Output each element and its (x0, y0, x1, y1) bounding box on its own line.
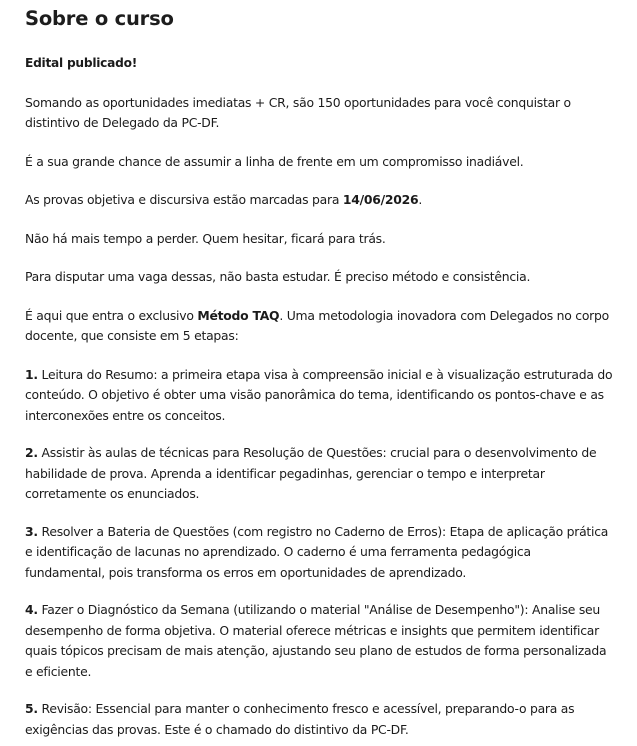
step-number: 5. (25, 701, 38, 716)
step-number: 3. (25, 523, 38, 539)
step-item (25, 600, 613, 682)
step-number: 2. (25, 445, 38, 460)
step-text: Revisão: Essencial para manter o conhecimento fresco e acessível, preparando-o para as exigências das provas. Este é o chamado do distintivo da PC-DF. (25, 701, 575, 737)
taq-method-name: Método TAQ (197, 307, 280, 323)
exam-date-prefix: As provas objetiva e discursiva estão marcadas para (25, 192, 343, 207)
step-number: 4. (25, 602, 38, 617)
step-text: Resolver a Bateria de Questões (com registro no Caderno de Erros): Etapa de aplicação prática e identificação de lacunas no aprendizado. O caderno é uma ferramenta pedagógica fundamental, pois transforma os erros em oportunidades de aprendizado. (25, 523, 609, 580)
paragraph-opportunities: Somando as oportunidades imediatas + CR, são 150 oportunidades para você conquistar o distintivo de Delegado da PC-DF. (25, 94, 571, 130)
step-item (25, 522, 613, 584)
taq-prefix: É aqui que entra o exclusivo (25, 307, 198, 323)
paragraph-method: Para disputar uma vaga dessas, não basta estudar. É preciso método e consistência. (25, 269, 531, 284)
step-item (25, 699, 613, 740)
paragraph-taq-method (25, 306, 613, 347)
step-item (25, 443, 613, 505)
step-text: Fazer o Diagnóstico da Semana (utilizando o material "Análise de Desempenho"): Analise seu desempenho de forma objetiva. O material oferece métricas e insights que permitem identificar quais tópicos precisam de mais atenção, ajustando seu plano de estudos de forma personalizada e eficiente. (25, 602, 607, 679)
step-text: Leitura do Resumo: a primeira etapa visa à compreensão inicial e à visualização estruturada do conteúdo. O objetivo é obter uma visão panorâmica do tema, identificando os pontos-chave e as interconexões entre os conceitos. (25, 366, 613, 423)
step-number: 1. (25, 366, 38, 382)
headline: Edital publicado! (25, 56, 138, 70)
course-description (25, 53, 613, 740)
exam-date: 14/06/2026 (342, 192, 419, 207)
taq-suffix: . Uma metodologia inovadora com Delegados no corpo docente, que consiste em 5 etapas: (25, 307, 609, 343)
paragraph-exam-date (25, 190, 613, 211)
step-item (25, 365, 613, 427)
step-text: Assistir às aulas de técnicas para Resolução de Questões: crucial para o desenvolvimento de habilidade de prova. Aprenda a identificar pegadinhas, gerenciar o tempo e interpretar corretamente os enunciados. (25, 445, 597, 501)
paragraph-no-time: Não há mais tempo a perder. Quem hesitar, ficará para trás. (25, 230, 386, 246)
exam-date-suffix: . (418, 192, 423, 207)
paragraph-chance: É a sua grande chance de assumir a linha de frente em um compromisso inadiável. (25, 153, 524, 169)
section-title: Sobre o curso (25, 7, 174, 30)
